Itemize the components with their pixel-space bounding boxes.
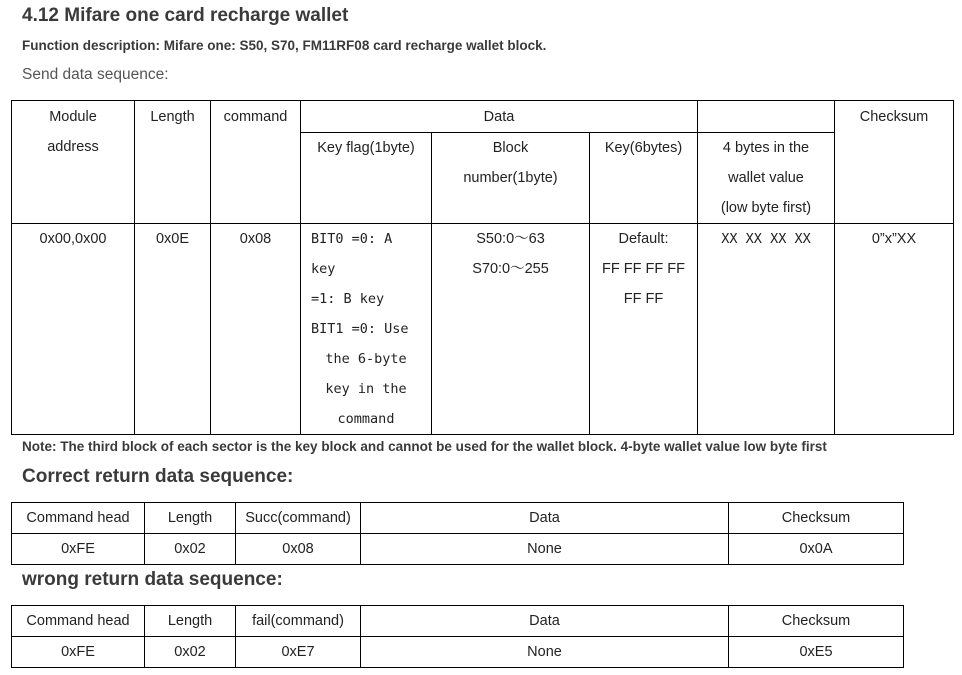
header-checksum: Checksum xyxy=(729,503,904,534)
cell-command: 0xE7 xyxy=(236,637,361,668)
header-length: Length xyxy=(145,606,236,637)
cell-key: Default: FF FF FF FF FF FF xyxy=(590,224,698,435)
header-command: command xyxy=(211,101,301,224)
cell-wallet-value: XX XX XX XX xyxy=(698,224,835,435)
header-fail-command: fail(command) xyxy=(236,606,361,637)
correct-return-table xyxy=(11,502,904,565)
send-sequence-title: Send data sequence: xyxy=(22,66,169,83)
header-data: Data xyxy=(361,606,729,637)
header-command-head: Command head xyxy=(12,606,145,637)
header-data: Data xyxy=(361,503,729,534)
header-length: Length xyxy=(135,101,211,224)
function-description: Function description: Mifare one: S50, S70, FM11RF08 card recharge wallet block. xyxy=(22,38,547,53)
cell-length: 0x0E xyxy=(135,224,211,435)
cell-length: 0x02 xyxy=(145,534,236,565)
cell-command-head: 0xFE xyxy=(12,534,145,565)
header-wallet-value: 4 bytes in the wallet value (low byte first) xyxy=(698,133,835,224)
header-module-address: Module address xyxy=(12,101,135,224)
note-text: Note: The third block of each sector is the key block and cannot be used for the wallet block. 4-byte wallet value low byte first xyxy=(22,439,827,454)
cell-checksum: 0”x”XX xyxy=(835,224,954,435)
cell-data: None xyxy=(361,637,729,668)
header-key-flag: Key flag(1byte) xyxy=(301,133,432,224)
cell-command-head: 0xFE xyxy=(12,637,145,668)
wrong-return-table xyxy=(11,605,904,668)
cell-checksum: 0x0A xyxy=(729,534,904,565)
cell-module-address: 0x00,0x00 xyxy=(12,224,135,435)
cell-checksum: 0xE5 xyxy=(729,637,904,668)
cell-command: 0x08 xyxy=(211,224,301,435)
header-key: Key(6bytes) xyxy=(590,133,698,224)
cell-block-number: S50:0～63 S70:0～255 xyxy=(432,224,590,435)
header-command-head: Command head xyxy=(12,503,145,534)
header-length: Length xyxy=(145,503,236,534)
send-data-table xyxy=(11,100,954,435)
correct-return-title: Correct return data sequence: xyxy=(22,466,294,487)
header-succ-command: Succ(command) xyxy=(236,503,361,534)
header-data: Data xyxy=(301,101,698,133)
header-checksum: Checksum xyxy=(835,101,954,224)
cell-key-flag: BIT0 =0: A key =1: B key BIT1 =0: Use the 6-byte key in the command xyxy=(301,224,432,435)
header-data-blank xyxy=(698,101,835,133)
cell-data: None xyxy=(361,534,729,565)
header-checksum: Checksum xyxy=(729,606,904,637)
cell-length: 0x02 xyxy=(145,637,236,668)
wrong-return-title: wrong return data sequence: xyxy=(22,569,283,590)
section-title: 4.12 Mifare one card recharge wallet xyxy=(22,5,349,26)
header-block-number: Block number(1byte) xyxy=(432,133,590,224)
cell-command: 0x08 xyxy=(236,534,361,565)
